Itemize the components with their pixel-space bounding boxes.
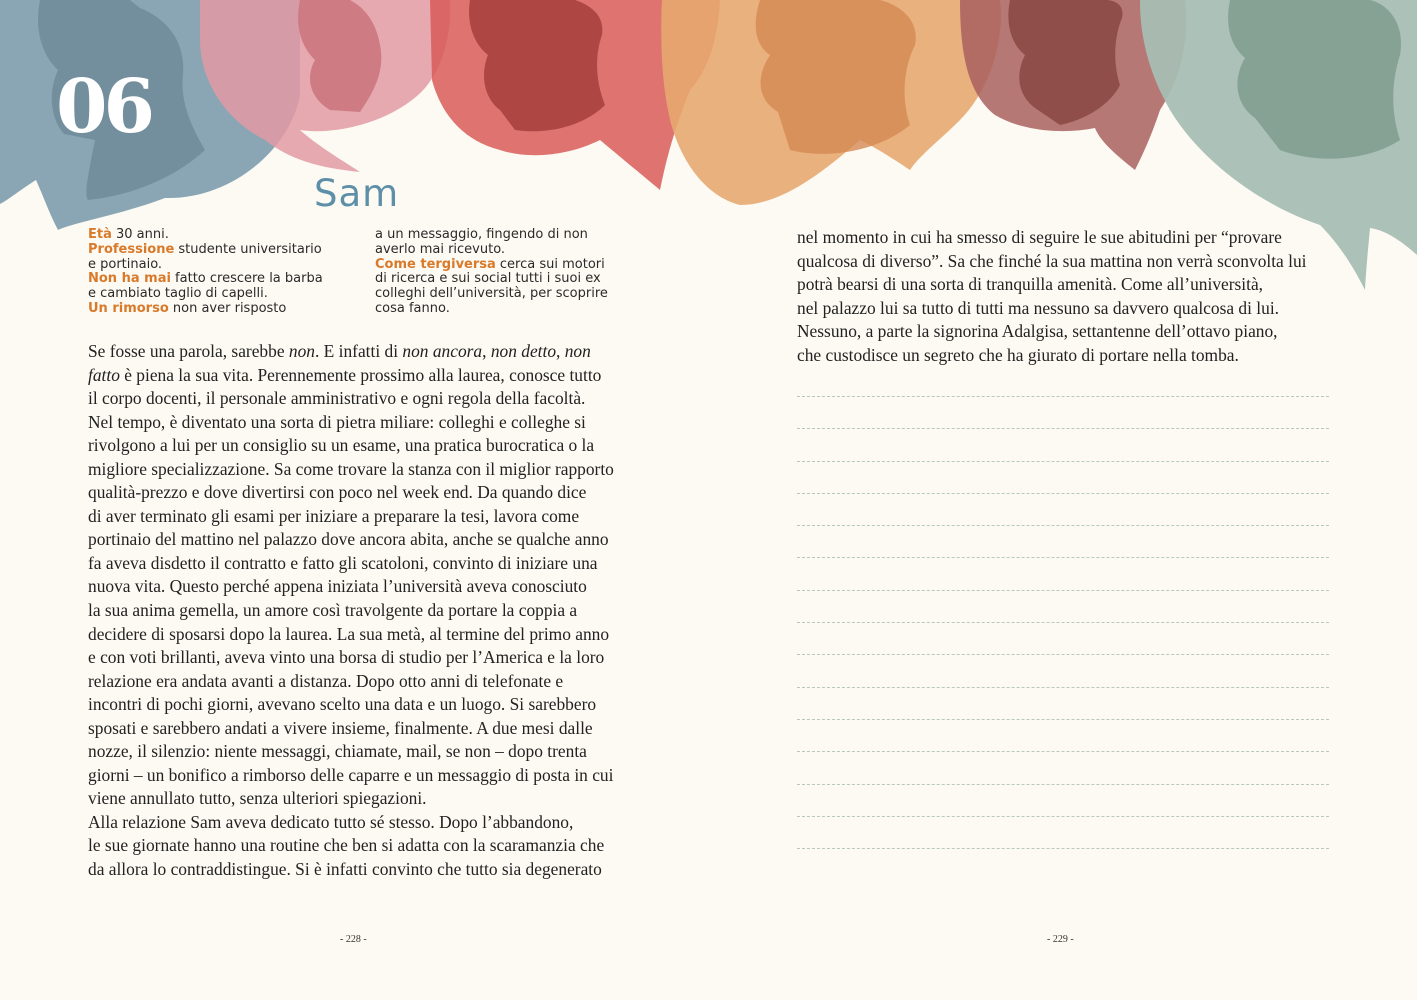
profile-procrastinate <box>375 258 625 273</box>
note-line <box>797 428 1329 429</box>
body-text-span: è piena la sua vita. Perennemente prossimo alla laurea, conosce tutto <box>119 364 602 385</box>
bubble-orange <box>661 0 1001 205</box>
body-line: incontri di pochi giorni, avevano scelto una data e un luogo. Si sarebbero <box>88 694 597 715</box>
never-value-cont: e cambiato taglio di capelli. <box>88 286 268 302</box>
body-italic-word: non ancora <box>402 341 483 361</box>
body-line: decidere di sposarsi dopo la laurea. La sua metà, al termine del primo anno <box>88 623 610 644</box>
right-page-body-text <box>797 226 1307 367</box>
body-line: nozze, il silenzio: niente messaggi, chiamate, mail, se non – dopo trenta <box>88 741 587 762</box>
body-line: e con voti brillanti, aveva vinto una borsa di studio per l’America e la loro <box>88 647 605 668</box>
character-name-title: Sam <box>314 172 400 215</box>
body-line: fa aveva disdetto il contratto e fatto gli scatoloni, convinto di iniziare una <box>88 552 598 573</box>
body-text-span: . E infatti di <box>314 341 403 361</box>
body-line: potrà bearsi di una sorta di tranquilla amenità. Come all’università, <box>797 274 1264 295</box>
procrastinate-value: cerca sui motori <box>495 256 605 272</box>
note-line <box>797 654 1329 655</box>
body-text-span: Se fosse una parola, sarebbe <box>88 341 289 361</box>
body-text-span: , <box>556 341 565 361</box>
profession-value-cont: e portinaio. <box>88 256 163 272</box>
note-line <box>797 461 1329 462</box>
body-italic-word: non detto <box>490 341 557 361</box>
note-line <box>797 590 1329 591</box>
age-value: 30 anni. <box>111 227 169 242</box>
body-line: da allora lo contraddistingue. Si è infatti convinto che tutto sia degenerato <box>88 859 602 880</box>
body-line-second <box>88 364 618 388</box>
profession-label: Professione <box>88 241 175 257</box>
body-line: il corpo docenti, il personale amministrativo e ogni regola della facoltà. <box>88 388 586 409</box>
body-italic-word: non <box>564 341 591 361</box>
body-line: qualità-prezzo e dove divertirsi con poco nel week end. Da quando dice <box>88 482 587 503</box>
body-line: Nessuno, a parte la signorina Adalgisa, settantenne dell’ottavo piano, <box>797 321 1278 342</box>
body-text-span: , <box>482 341 491 361</box>
profession-value: studente universitario <box>174 241 322 257</box>
left-body-lines <box>88 387 618 881</box>
note-line <box>797 719 1329 720</box>
body-line-intro <box>88 340 618 364</box>
body-line: giorni – un bonifico a rimborso delle caparre e un messaggio di posta in cui <box>88 764 614 785</box>
note-line <box>797 622 1329 623</box>
body-line: la sua anima gemella, un amore così travolgente da portare la coppia a <box>88 600 578 621</box>
body-line: migliore specializzazione. Sa come trovare la stanza con il miglior rapporto <box>88 458 614 479</box>
page-number-right: - 229 - <box>1047 934 1074 945</box>
profile-profession <box>88 243 338 258</box>
regret-value: non aver risposto <box>168 300 287 316</box>
body-line: sposati e sarebbero andati a vivere insieme, finalmente. A due mesi dalle <box>88 717 593 738</box>
note-line <box>797 816 1329 817</box>
body-line: rivolgono a lui per un consiglio su un esame, una pratica burocratica o la <box>88 435 595 456</box>
procrastinate-label: Come tergiversa <box>375 256 496 272</box>
never-value: fatto crescere la barba <box>170 271 323 287</box>
body-line: Nel tempo, è diventato una sorta di pietra miliare: colleghi e colleghe si <box>88 411 586 432</box>
procrastinate-value-cont-2: colleghi dell’università, per scoprire <box>375 286 608 302</box>
note-line <box>797 784 1329 785</box>
procrastinate-value-cont-3: cosa fanno. <box>375 300 450 316</box>
note-line <box>797 525 1329 526</box>
profile-column-right <box>375 228 625 317</box>
body-line: Alla relazione Sam aveva dedicato tutto sé stesso. Dopo l’abbandono, <box>88 811 574 832</box>
profile-age <box>88 228 338 243</box>
left-page-body-text <box>88 340 618 882</box>
body-line: qualcosa di diverso”. Sa che finché la sua mattina non verrà sconvolta lui <box>797 250 1307 271</box>
regret-value-cont-2: averlo mai ricevuto. <box>375 241 506 257</box>
age-label: Età <box>88 227 112 242</box>
body-line: relazione era andata avanti a distanza. Dopo otto anni di telefonate e <box>88 670 564 691</box>
profile-never <box>88 272 338 287</box>
regret-label: Un rimorso <box>88 300 169 316</box>
body-line: nel palazzo lui sa tutto di tutti ma nessuno sa davvero qualcosa di lui. <box>797 297 1279 318</box>
notes-ruled-lines <box>797 396 1329 880</box>
procrastinate-value-cont: di ricerca e sui social tutti i suoi ex <box>375 271 601 287</box>
body-italic-word: fatto <box>88 364 120 385</box>
profile-column-left <box>88 228 338 317</box>
body-line: portinaio del mattino nel palazzo dove ancora abita, anche se qualche anno <box>88 529 609 550</box>
chapter-number: 06 <box>56 64 151 150</box>
body-line: viene annullato tutto, senza ulteriori spiegazioni. <box>88 788 427 809</box>
note-line <box>797 848 1329 849</box>
profile-regret <box>88 302 338 317</box>
note-line <box>797 493 1329 494</box>
body-line: nel momento in cui ha smesso di seguire le sue abitudini per “provare <box>797 227 1282 247</box>
note-line <box>797 687 1329 688</box>
body-line: le sue giornate hanno una routine che ben si adatta con la scaramanzia che <box>88 835 605 856</box>
body-line: nuova vita. Questo perché appena iniziata l’università aveva conosciuto <box>88 576 587 597</box>
page-number-left: - 228 - <box>340 934 367 945</box>
note-line <box>797 396 1329 397</box>
note-line <box>797 751 1329 752</box>
right-body-lines <box>797 226 1307 367</box>
note-line <box>797 557 1329 558</box>
never-label: Non ha mai <box>88 271 171 287</box>
body-italic-word: non <box>288 341 315 361</box>
body-line: che custodisce un segreto che ha giurato di portare nella tomba. <box>797 344 1239 365</box>
regret-value-cont: a un messaggio, fingendo di non <box>375 227 588 242</box>
body-line: di aver terminato gli esami per iniziare a preparare la tesi, lavora come <box>88 505 580 526</box>
